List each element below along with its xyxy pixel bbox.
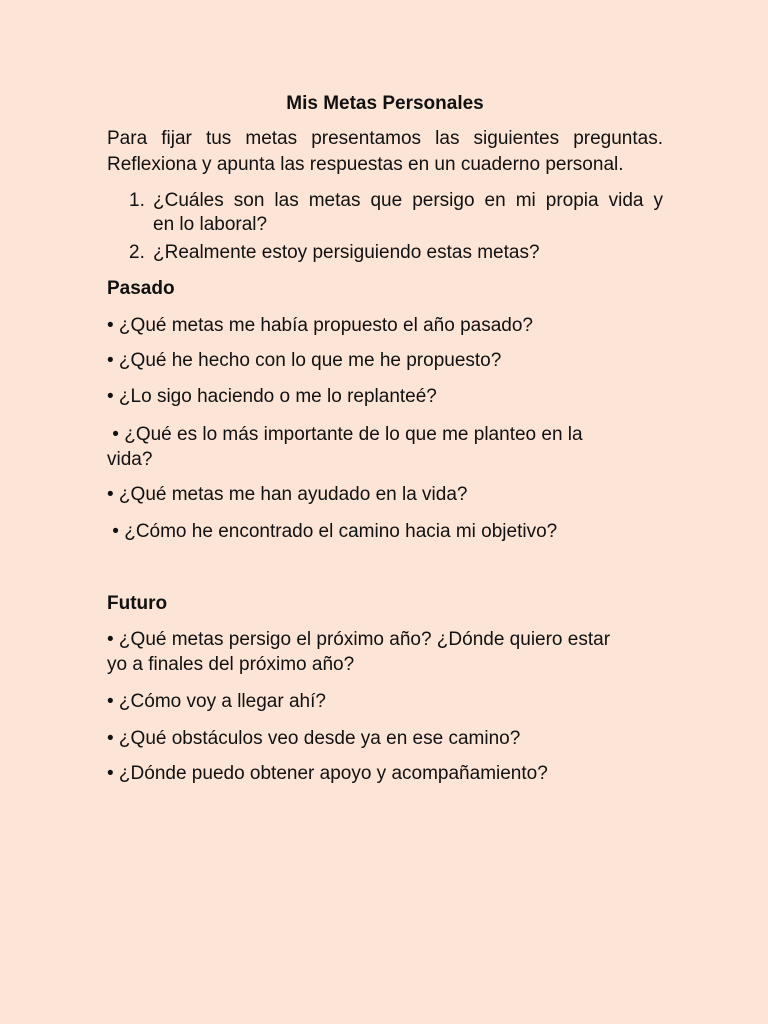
intro-paragraph — [107, 126, 663, 178]
numbered-question-list — [107, 189, 663, 265]
numbered-item-2 — [107, 241, 663, 265]
item-number: 2. — [129, 242, 145, 263]
numbered-item-1 — [107, 189, 663, 237]
intro-line-1: Para fijar tus metas presentamos las siguientes preguntas. — [107, 128, 663, 149]
bullet-item: • ¿Qué obstáculos veo desde ya en ese camino? — [107, 728, 521, 749]
bullet-item: • ¿Dónde puedo obtener apoyo y acompañamiento? — [107, 763, 548, 784]
intro-line-2: Reflexiona y apunta las respuestas en un cuaderno personal. — [107, 154, 624, 175]
bullet-item: • ¿Qué metas me han ayudado en la vida? — [107, 484, 468, 505]
item-number: 1. — [129, 190, 145, 211]
bullet-item: • ¿Lo sigo haciendo o me lo replanteé? — [107, 386, 437, 407]
bullet-item: • ¿Cómo voy a llegar ahí? — [107, 691, 326, 712]
bullet-item: • ¿Cómo he encontrado el camino hacia mi objetivo? — [107, 521, 558, 542]
item-text — [153, 189, 663, 237]
bullet-item-continuation: vida? — [107, 449, 153, 470]
item-text-line-2: en lo laboral? — [153, 214, 268, 235]
section-heading-pasado: Pasado — [107, 278, 175, 299]
bullet-item-continuation: yo a finales del próximo año? — [107, 654, 355, 675]
bullet-item: • ¿Qué metas persigo el próximo año? ¿Dónde quiero estar — [107, 629, 611, 650]
bullet-item: • ¿Qué he hecho con lo que me he propuesto? — [107, 350, 502, 371]
section-heading-futuro: Futuro — [107, 593, 168, 614]
item-text: ¿Realmente estoy persiguiendo estas metas? — [153, 242, 540, 263]
item-text-line-1: ¿Cuáles son las metas que persigo en mi propia vida y — [153, 190, 663, 211]
document-title: Mis Metas Personales — [286, 93, 484, 114]
bullet-item: • ¿Qué es lo más importante de lo que me planteo en la — [107, 424, 583, 445]
bullet-item: • ¿Qué metas me había propuesto el año pasado? — [107, 315, 533, 336]
